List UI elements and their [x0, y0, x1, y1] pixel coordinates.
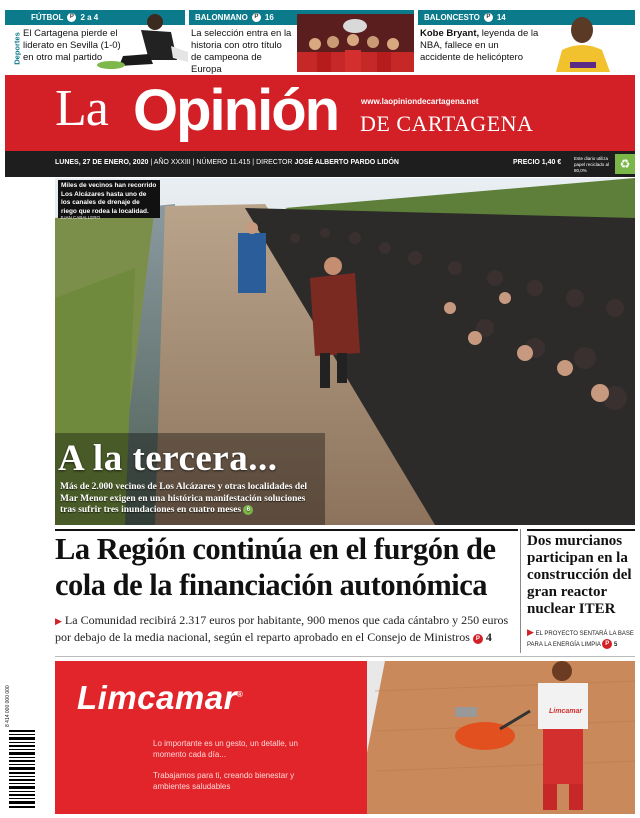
- teaser-baloncesto-text: Kobe Bryant, leyenda de la NBA, fallece en un accidente de helicóptero: [420, 28, 539, 63]
- teaser-futbol[interactable]: [5, 10, 185, 72]
- arrow-icon: ▶: [527, 627, 534, 637]
- lead-dek: ▶ La Comunidad recibirá 2.317 euros por habitante, 900 menos que cada cántabro y 250 euros por debajo de la media nacional, según el reparto aprobado en el Consejo de Ministros P 4: [55, 613, 509, 644]
- side-headline[interactable]: Dos murcianos participan en la construcción del gran reactor nuclear ITER: [527, 533, 632, 617]
- barcode-number: 8 414 000 000 000: [5, 685, 11, 727]
- photo-credit: JUAN CABALLERO: [60, 215, 101, 220]
- teaser-balonmano-header: BALONMANO P 16: [189, 10, 414, 25]
- column-divider: [520, 529, 521, 653]
- price: PRECIO 1,40 €: [513, 159, 562, 166]
- handball-team-photo: [297, 14, 414, 72]
- page-ref-icon: P: [473, 634, 483, 644]
- lead-headline[interactable]: La Región continúa en el furgón de cola de la financiación autonómica: [55, 532, 496, 602]
- arrow-icon: ▶: [55, 616, 62, 626]
- teaser-balonmano-text: La selección entra en la historia con otro título de campeona de Europa: [191, 28, 292, 75]
- photo-headline[interactable]: A la tercera...: [58, 438, 278, 479]
- teaser-balonmano[interactable]: [189, 10, 414, 75]
- side-top-rule: [527, 529, 635, 531]
- side-dek: ▶ EL PROYECTO SENTARÁ LA BASE PARA LA ENERGÍA LIMPIA P 5: [527, 627, 634, 648]
- ad-separator: [55, 656, 635, 657]
- photo-caption: Miles de vecinos han recorrido Los Alcázares hasta uno de los canales de drenaje de riego que rodea la localidad.: [58, 180, 160, 218]
- ad-copy-1: Lo importante es un gesto, un detalle, un momento cada día...: [153, 739, 298, 759]
- masthead-opinion: Opinión: [133, 78, 339, 143]
- uniform-logo: Limcamar: [549, 708, 583, 715]
- masthead-url[interactable]: www.laopiniondecartagena.net: [361, 97, 479, 106]
- page-ref-icon: P: [602, 639, 612, 649]
- sports-section-label: Deportes: [12, 32, 22, 65]
- recycle-icon: ♻: [615, 154, 635, 174]
- ad-brand-logo: Limcamar®: [77, 679, 244, 716]
- dateline-bar: [5, 151, 635, 177]
- teaser-baloncesto[interactable]: [418, 10, 635, 72]
- teaser-strip: [0, 0, 640, 75]
- photo-dek: Más de 2.000 vecinos de Los Alcázares y otras localidades del Mar Menor exigen en una histórica manifestación soluciones tras sufrir tres inundaciones en cuatro meses 6: [60, 482, 308, 515]
- dateline-info: LUNES, 27 DE ENERO, 2020 | AÑO XXXIII | NÚMERO 11.415 | DIRECTOR JOSÉ ALBERTO PARDO LIDÓN: [55, 159, 399, 166]
- masthead-la: La: [55, 80, 108, 137]
- recycled-paper-note: Este diario utiliza papel reciclado al 80,0%: [574, 156, 610, 173]
- kobe-bryant-photo: [546, 10, 635, 72]
- teaser-futbol-text: El Cartagena pierde el liderato en Sevilla (1-0) en otro mal partido: [23, 28, 121, 63]
- teaser-baloncesto-header: BALONCESTO P 14: [418, 10, 635, 25]
- teaser-futbol-header: FÚTBOL P 2 a 4: [5, 10, 185, 25]
- barcode: [7, 728, 37, 810]
- footballer-photo: [93, 10, 188, 72]
- masthead: [5, 75, 635, 151]
- limcamar-ad[interactable]: [55, 661, 635, 814]
- masthead-subtitle: DE CARTAGENA: [360, 111, 534, 136]
- ad-copy-2: Trabajamos para ti, creando bienestar y ambientes saludables: [153, 771, 295, 791]
